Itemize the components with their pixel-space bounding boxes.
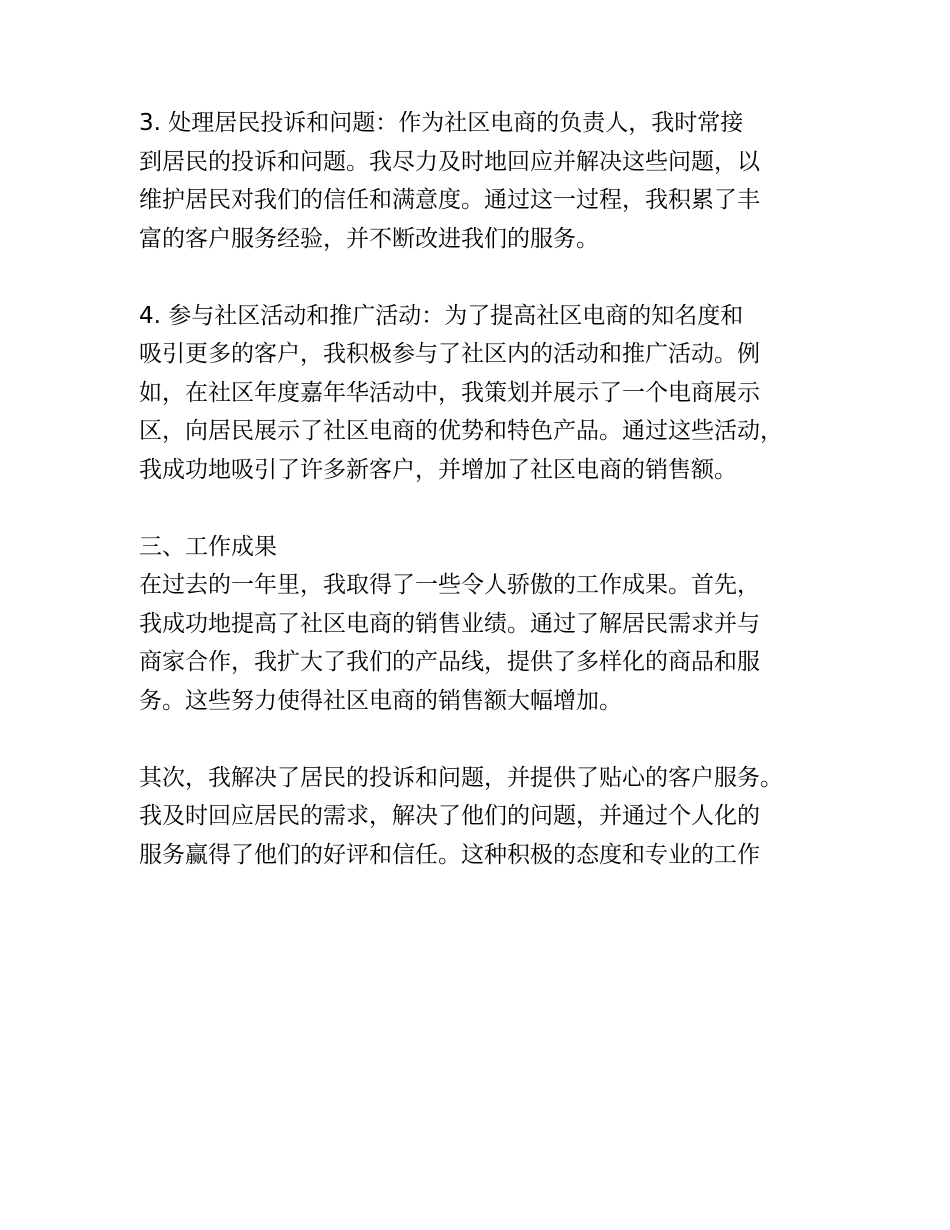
text-line: 维护居民对我们的信任和满意度。通过这一过程，我积累了丰	[139, 187, 760, 213]
text-line: 富的客户服务经验，并不断改进我们的服务。	[139, 225, 599, 252]
document-body	[139, 104, 839, 874]
paragraph-community-activities	[139, 297, 839, 490]
section-heading: 三、工作成果	[139, 533, 277, 560]
text-line: 到居民的投诉和问题。我尽力及时地回应并解决这些问题，以	[139, 148, 760, 175]
paragraph-complaint-handling	[139, 104, 839, 258]
text-line: 区，向居民展示了社区电商的优势和特色产品。通过这些活动，	[139, 418, 783, 444]
text-line: 如，在社区年度嘉年华活动中，我策划并展示了一个电商展示	[139, 379, 760, 406]
text-line: 服务赢得了他们的好评和信任。这种积极的态度和专业的工作	[139, 841, 760, 868]
paragraph-customer-service	[139, 759, 839, 875]
text-line: 吸引更多的客户，我积极参与了社区内的活动和推广活动。例	[139, 341, 760, 367]
text-line: 4. 参与社区活动和推广活动：为了提高社区电商的知名度和	[139, 302, 744, 329]
text-line: 我成功地吸引了许多新客户，并增加了社区电商的销售额。	[139, 456, 737, 483]
text-line: 其次，我解决了居民的投诉和问题，并提供了贴心的客户服务。	[139, 764, 783, 791]
text-line: 商家合作，我扩大了我们的产品线，提供了多样化的商品和服	[139, 649, 760, 675]
text-line: 务。这些努力使得社区电商的销售额大幅增加。	[139, 687, 622, 714]
text-line: 我成功地提高了社区电商的销售业绩。通过了解居民需求并与	[139, 610, 760, 637]
paragraph-spacer	[139, 720, 839, 759]
paragraph-spacer	[139, 489, 839, 528]
text-line: 我及时回应居民的需求，解决了他们的问题，并通过个人化的	[139, 803, 760, 829]
section-work-results	[139, 528, 839, 721]
text-line: 在过去的一年里，我取得了一些令人骄傲的工作成果。首先，	[139, 572, 760, 598]
text-line: 3. 处理居民投诉和问题：作为社区电商的负责人，我时常接	[139, 110, 744, 136]
paragraph-spacer	[139, 258, 839, 297]
